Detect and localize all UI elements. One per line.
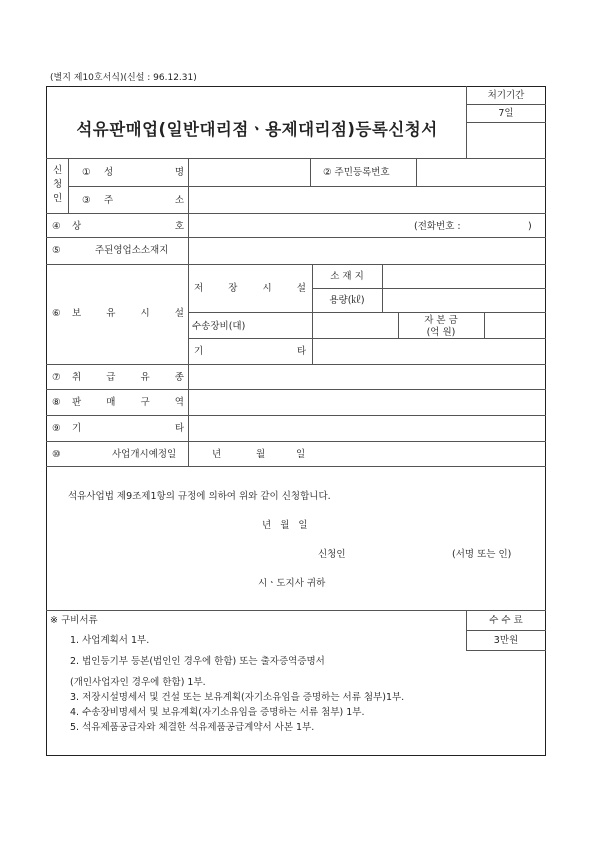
form-title: 석유판매업(일반대리점ㆍ용제대리점)등록신청서 — [76, 120, 438, 139]
trade-name-field[interactable] — [190, 215, 410, 235]
transport-label: 수송장비(대) — [192, 321, 246, 332]
processing-label: 처기기간 — [487, 90, 525, 101]
area-label — [72, 398, 184, 408]
name-num: ① — [82, 167, 91, 178]
divider — [46, 415, 546, 416]
office-address-field[interactable] — [190, 239, 544, 262]
declaration-addressee: 시ㆍ도지사 귀하 — [258, 578, 326, 589]
address-field[interactable] — [190, 188, 544, 212]
applicant-group-2: 청 — [53, 179, 63, 190]
divider — [188, 312, 546, 313]
divider — [68, 186, 546, 187]
items-label-4: 종 — [174, 372, 184, 383]
facility-label-2: 유 — [106, 308, 116, 319]
area-label-4: 역 — [174, 397, 184, 408]
divider — [46, 610, 546, 611]
items-label-1: 취 — [72, 372, 82, 383]
transport-field[interactable] — [314, 314, 396, 336]
divider — [46, 389, 546, 390]
office-label: 주된영업소소재지 — [95, 245, 169, 256]
facility-other-field[interactable] — [314, 340, 544, 362]
fee-value: 3만원 — [493, 635, 519, 646]
applicant-group-3: 인 — [53, 193, 63, 204]
form-label: (별지 제10호서식)(신설 : 96.12.31) — [50, 73, 197, 83]
divider — [310, 158, 311, 186]
oil-type-field[interactable] — [190, 366, 544, 386]
rrn-field[interactable] — [418, 160, 544, 184]
divider — [484, 312, 485, 338]
divider — [46, 441, 546, 442]
misc-num: ⑨ — [52, 423, 61, 434]
facility-label-3: 시 — [140, 308, 150, 319]
storage-label-3: 시 — [262, 283, 272, 294]
capital-label: 자 본 금 — [424, 315, 458, 326]
divider — [466, 650, 546, 651]
facility-other-label — [194, 347, 306, 357]
addr-label-1: 주 — [104, 195, 114, 206]
capital-unit: (억 원) — [426, 327, 456, 338]
name-label-2: 명 — [174, 167, 184, 178]
name-label — [104, 168, 184, 178]
start-day: 일 — [296, 449, 306, 460]
divider — [46, 213, 546, 214]
storage-capacity-field[interactable] — [384, 290, 544, 310]
storage-location-field[interactable] — [384, 266, 544, 286]
sales-area-field[interactable] — [190, 391, 544, 413]
start-label: 사업개시예정일 — [112, 449, 177, 460]
declaration-applicant: 신청인 — [318, 549, 346, 560]
items-label — [72, 373, 184, 383]
trade-label-2: 호 — [174, 221, 184, 232]
name-label-1: 성 — [104, 167, 114, 178]
divider — [416, 158, 417, 186]
misc-field[interactable] — [190, 417, 544, 439]
divider — [46, 237, 546, 238]
fee-label: 수 수 료 — [489, 615, 523, 626]
addr-label — [104, 196, 184, 206]
declaration-text: 석유사업법 제9조제1항의 규정에 의하여 위와 같이 신청합니다. — [68, 491, 331, 502]
office-num: ⑤ — [52, 245, 61, 256]
start-year: 년 — [212, 449, 222, 460]
facility-label — [72, 309, 184, 319]
document-item: 1. 사업계획서 1부. — [70, 635, 150, 646]
name-field[interactable] — [190, 160, 308, 184]
processing-value: 7일 — [498, 108, 514, 119]
location-label: 소 재 지 — [330, 271, 364, 282]
area-label-1: 판 — [72, 397, 82, 408]
divider — [188, 264, 189, 364]
divider — [188, 338, 546, 339]
divider — [188, 213, 189, 237]
facility-label-4: 설 — [174, 308, 184, 319]
storage-label-2: 장 — [228, 283, 238, 294]
capital-field[interactable] — [486, 314, 544, 336]
area-num: ⑧ — [52, 397, 61, 408]
phone-close: ) — [528, 221, 532, 232]
facility-num: ⑥ — [52, 308, 61, 319]
addr-label-2: 소 — [174, 195, 184, 206]
area-label-2: 매 — [106, 397, 116, 408]
start-num: ⑩ — [52, 449, 61, 460]
misc-label-1: 기 — [72, 423, 82, 434]
facility-other-label-2: 타 — [296, 346, 306, 357]
divider — [46, 466, 546, 467]
documents-header: ※ 구비서류 — [50, 615, 98, 626]
divider — [466, 104, 546, 105]
declaration-sign: (서명 또는 인) — [452, 549, 512, 560]
start-month: 월 — [256, 449, 266, 460]
rrn-label: ② 주민등록번호 — [323, 167, 390, 178]
addr-num: ③ — [82, 195, 91, 206]
document-item: 4. 수송장비명세서 및 보유계획(자기소유임을 증명하는 서류 첨부) 1부. — [70, 707, 365, 718]
divider — [188, 237, 189, 264]
declaration-date: 년 월 일 — [262, 520, 308, 531]
document-item: (개인사업자인 경우에 한함) 1부. — [70, 677, 206, 688]
document-item: 5. 석유제품공급자와 체결한 석유제품공급계약서 사본 1부. — [70, 722, 315, 733]
divider — [46, 264, 546, 265]
phone-label: (전화번호 : — [414, 221, 461, 232]
trade-label-1: 상 — [72, 221, 82, 232]
divider — [466, 122, 546, 123]
divider — [46, 364, 546, 365]
storage-label-4: 설 — [296, 283, 306, 294]
capacity-label: 용량(㎘) — [329, 295, 365, 306]
misc-label-2: 타 — [174, 423, 184, 434]
divider — [466, 630, 546, 631]
misc-label — [72, 424, 184, 434]
document-item: 3. 저장시설명세서 및 건설 또는 보유계획(자기소유임을 증명하는 서류 첨부)1부. — [70, 692, 405, 703]
trade-num: ④ — [52, 221, 61, 232]
divider — [312, 288, 546, 289]
trade-label — [72, 222, 184, 232]
items-num: ⑦ — [52, 372, 61, 383]
area-label-3: 구 — [140, 397, 150, 408]
storage-label-1: 저 — [194, 283, 204, 294]
items-label-3: 유 — [140, 372, 150, 383]
applicant-group-1: 신 — [53, 165, 63, 176]
storage-label — [194, 284, 306, 294]
items-label-2: 급 — [106, 372, 116, 383]
document-item: 2. 법인등기부 등본(법인인 경우에 한함) 또는 출자증역증명서 — [70, 656, 325, 667]
facility-other-label-1: 기 — [194, 346, 204, 357]
facility-label-1: 보 — [72, 308, 82, 319]
divider — [46, 158, 546, 159]
